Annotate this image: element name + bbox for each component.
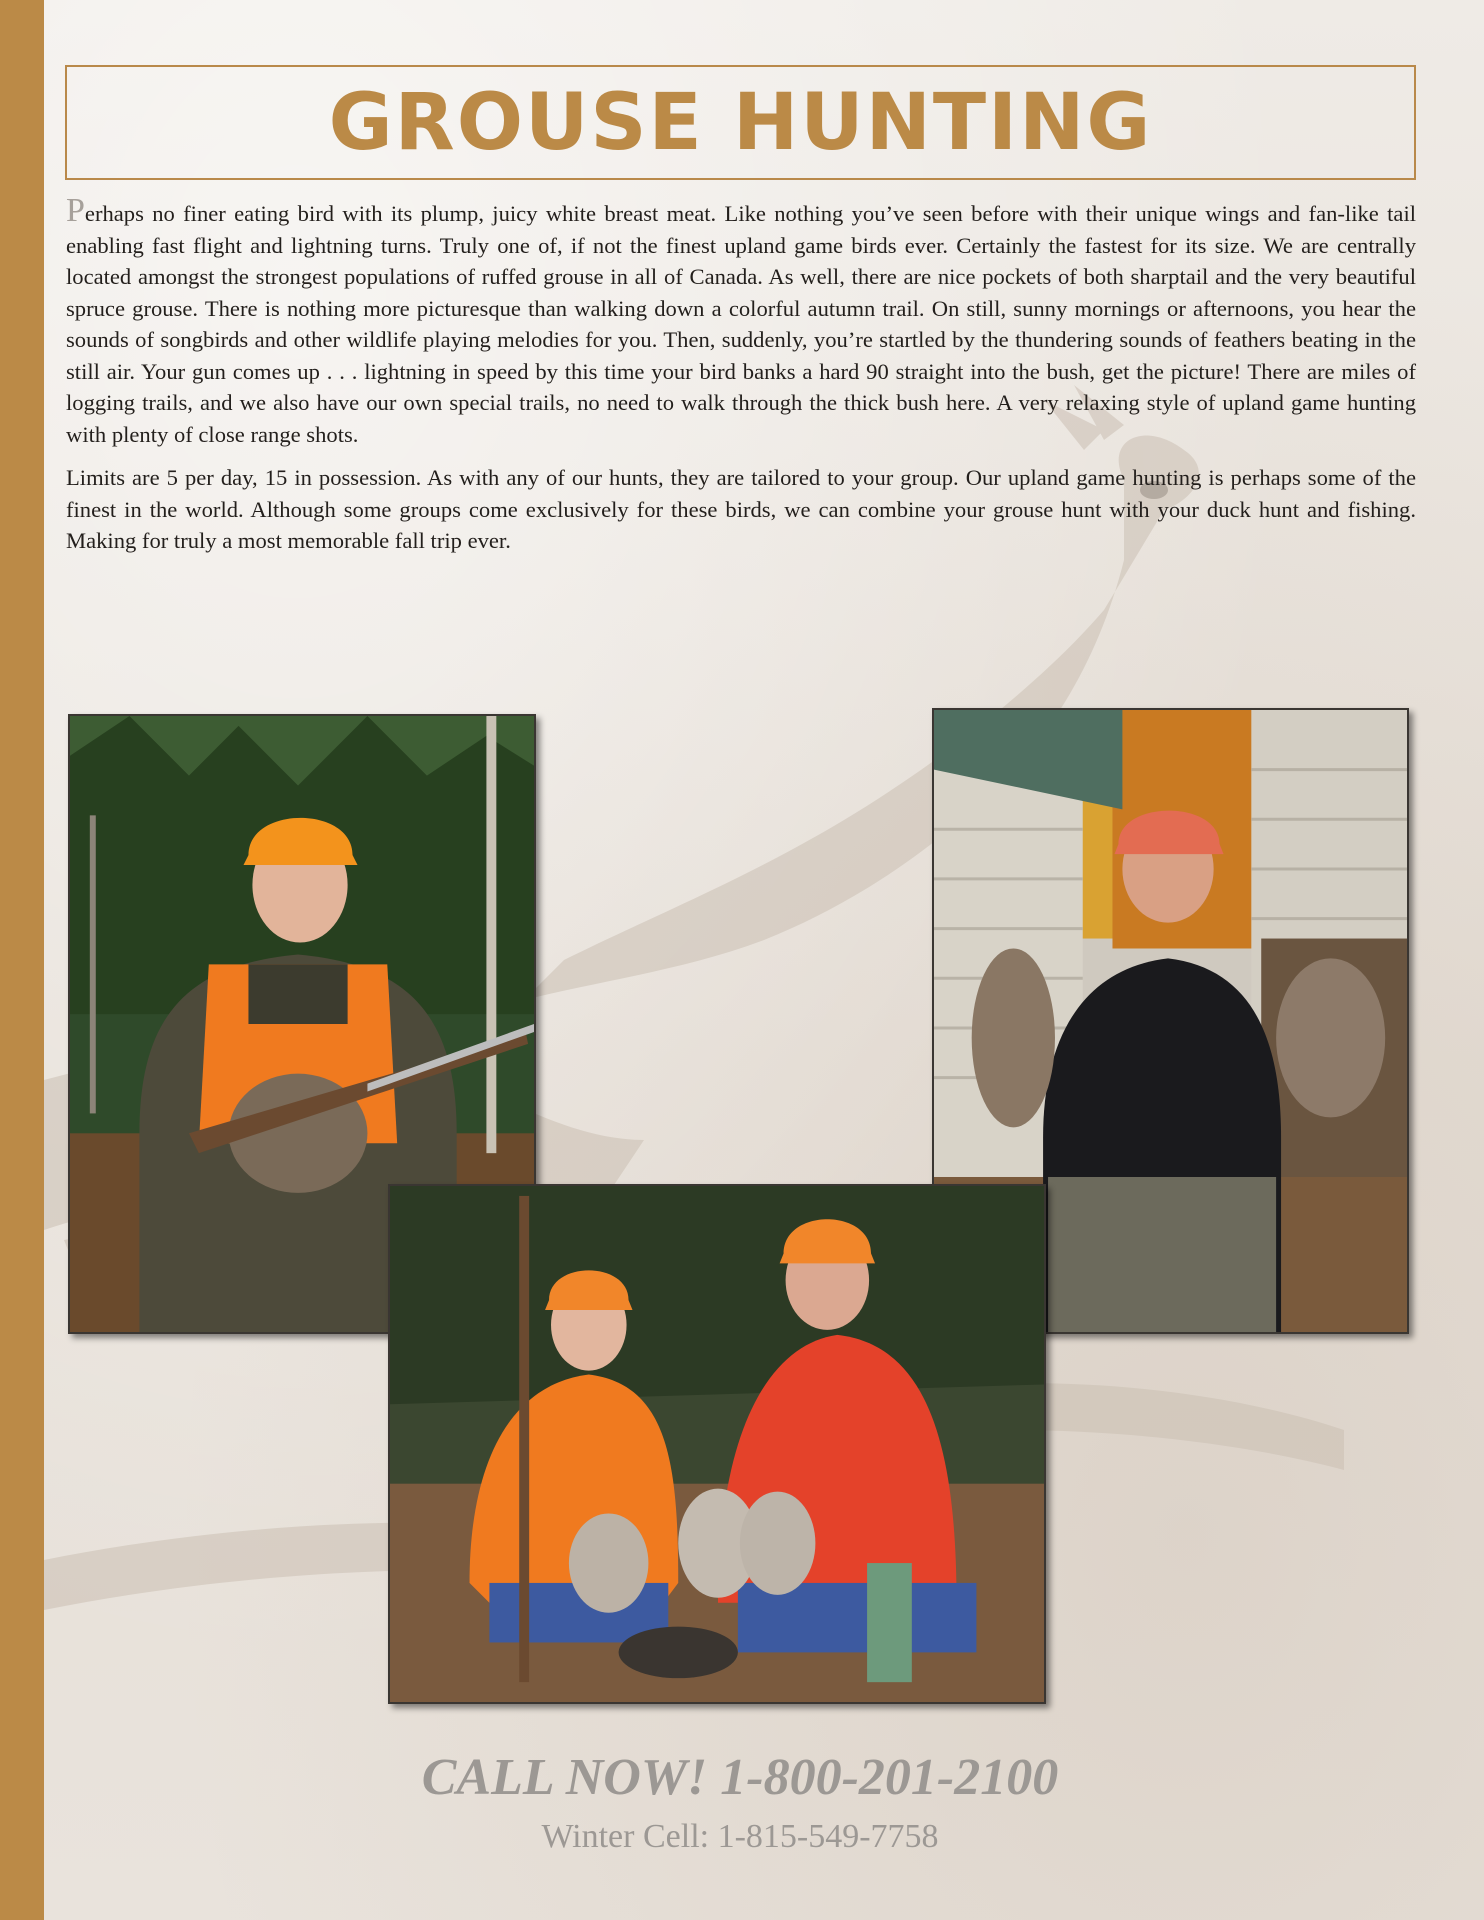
drop-cap: P: [66, 192, 85, 229]
call-now-phone: CALL NOW! 1-800-201-2100: [421, 1749, 1059, 1806]
intro-paragraph-text: erhaps no finer eating bird with its plump, juicy white breast meat. Like nothing you’ve seen before with their unique wings and fan-like tail enabling fast flight and lightning turns. Truly one of, if not the finest upland game birds ever. Certainly the fastest for its size. We are centrally located amongst the strongest populations of ruffed grouse in all of Canada. As well, there are nice pockets of both sharptail and the very beautiful spruce grouse. There is nothing more picturesque than walking down a colorful autumn trail. On still, sunny mornings or afternoons, you hear the sounds of songbirds and other wildlife playing melodies for you. Then, suddenly, you’re startled by the thundering sounds of feathers beating in the still air. Your gun comes up . . . lightning in speed by this time your bird banks a hard 90 straight into the bush, get the picture! There are miles of logging trails, and we also have our own special trails, no need to walk through the thick bush here. A very relaxing style of upland game hunting with plenty of close range shots.: [66, 201, 1416, 447]
page-title: GROUSE HUNTING: [328, 77, 1153, 168]
photo-two-hunters-kneeling: [388, 1184, 1046, 1704]
limits-paragraph: Limits are 5 per day, 15 in possession. As with any of our hunts, they are tailored to your group. Our upland game hunting is perhaps some of the finest in the world. Although some groups come exclusively for these birds, we can combine your grouse hunt with your duck hunt and fishing. Making for truly a most memorable fall trip ever.: [66, 465, 1416, 553]
intro-paragraph: [66, 194, 1416, 450]
body-copy: [66, 194, 1416, 569]
accent-stripe: [0, 0, 44, 1920]
title-frame: [65, 65, 1416, 180]
winter-cell-phone: Winter Cell: 1-815-549-7758: [541, 1818, 939, 1855]
